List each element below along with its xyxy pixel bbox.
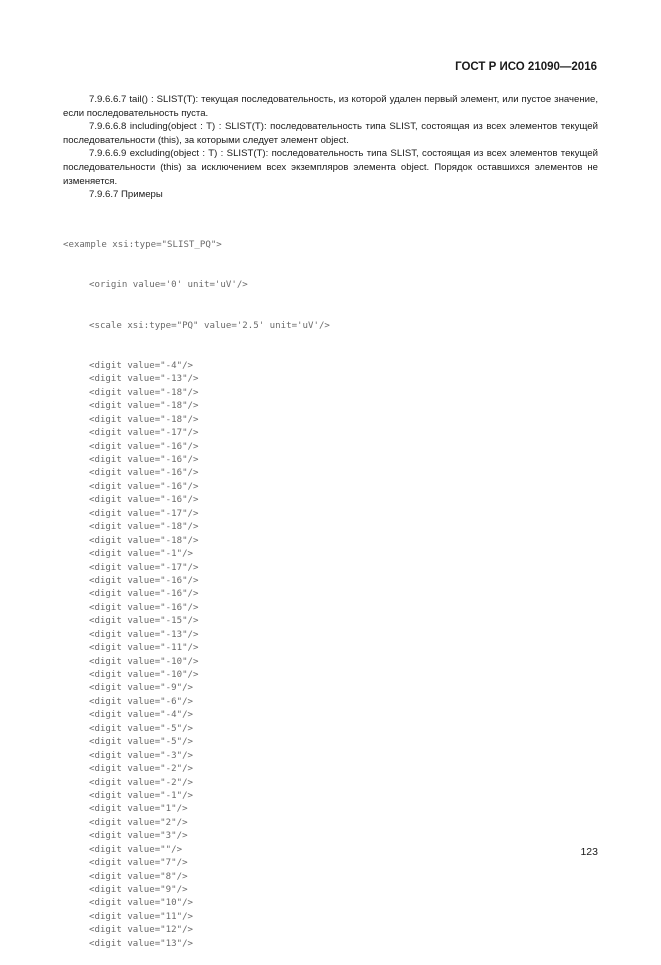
code-line-digit: <digit value=""/>	[89, 844, 183, 855]
code-line-digit: <digit value="-5"/>	[89, 737, 194, 748]
code-line-digit: <digit value="-10"/>	[89, 670, 199, 680]
code-line-digit: <digit value="-18"/>	[89, 535, 199, 546]
paragraph-tail	[63, 93, 598, 120]
code-line-digit: <digit value="-18"/>	[89, 522, 199, 533]
code-line-digit: <digit value="-16"/>	[89, 589, 199, 600]
code-line-digit: <digit value="-18"/>	[89, 401, 199, 412]
code-line-digit: <digit value="-18"/>	[89, 414, 199, 425]
code-line-digit: <digit value="1"/>	[89, 804, 188, 815]
document-header: ГОСТ Р ИСО 21090—2016	[455, 61, 597, 73]
code-line-digit: <digit value="-4"/>	[89, 710, 194, 721]
code-line-digit: <digit value="2"/>	[89, 817, 188, 828]
code-line-digit: <digit value="-3"/>	[89, 750, 194, 761]
code-line-digit: <digit value="-13"/>	[89, 629, 199, 640]
code-digit-lines	[63, 360, 330, 951]
code-line-digit: <digit value="-6"/>	[89, 696, 194, 707]
code-line-digit: <digit value="-5"/>	[89, 723, 194, 734]
code-line-digit: <digit value="-16"/>	[89, 575, 199, 586]
code-line-origin: <origin value='0' unit='uV'/>	[89, 280, 248, 291]
code-line-digit: <digit value="-1"/>	[89, 790, 194, 801]
paragraph-text: 7.9.6.6.9 excluding(object : T) : SLIST(T): последовательность типа SLIST, состоящая из всех элементов текущей последовательности (this) за исключением всех экземпляров элемента object. Порядок оставшихся элементов не изменяется.	[63, 148, 598, 187]
heading-text: 7.9.6.7 Примеры	[89, 189, 163, 201]
code-line-digit: <digit value="7"/>	[89, 858, 188, 869]
paragraph-text: 7.9.6.6.8 including(object : T) : SLIST(T): последовательность типа SLIST, состоящая из всех элементов текущей последовательности (this), за которыми следует элемент object.	[63, 121, 598, 146]
code-line-digit: <digit value="-9"/>	[89, 683, 194, 694]
code-line-digit: <digit value="11"/>	[89, 911, 194, 922]
code-line-digit: <digit value="-17"/>	[89, 508, 199, 519]
code-line-digit: <digit value="-11"/>	[89, 643, 199, 654]
code-line-digit: <digit value="10"/>	[89, 898, 194, 909]
paragraph-excluding	[63, 147, 598, 188]
code-line-digit: <digit value="-2"/>	[89, 764, 194, 775]
code-line-example-open: <example xsi:type="SLIST_PQ">	[63, 239, 222, 250]
paragraph-text: 7.9.6.6.7 tail() : SLIST(T): текущая последовательность, из которой удален первый элемент, или пустое значение, если последовательность пуста.	[63, 94, 598, 119]
code-line-digit: <digit value="-15"/>	[89, 616, 199, 627]
code-line-digit: <digit value="13"/>	[89, 938, 194, 949]
code-line-digit: <digit value="-16"/>	[89, 455, 199, 465]
code-line-digit: <digit value="-13"/>	[89, 374, 199, 385]
code-line-digit: <digit value="8"/>	[89, 871, 188, 882]
code-line-digit: <digit value="-1"/>	[89, 549, 194, 560]
code-line-digit: <digit value="-17"/>	[89, 428, 199, 439]
body-text	[63, 93, 598, 202]
code-line-digit: <digit value="-2"/>	[89, 777, 194, 788]
code-line-digit: <digit value="-10"/>	[89, 656, 199, 667]
code-line-scale: <scale xsi:type="PQ" value='2.5' unit='uV'/>	[89, 320, 330, 331]
code-line-digit: <digit value="-16"/>	[89, 481, 199, 492]
code-line-digit: <digit value="-16"/>	[89, 468, 199, 479]
code-line-digit: <digit value="9"/>	[89, 885, 188, 895]
code-line-digit: <digit value="-16"/>	[89, 441, 199, 452]
code-line-digit: <digit value="-17"/>	[89, 562, 199, 573]
section-heading-examples	[63, 188, 598, 202]
code-example	[63, 212, 330, 965]
code-line-digit: <digit value="-4"/>	[89, 360, 194, 371]
paragraph-including	[63, 120, 598, 147]
code-line-digit: <digit value="3"/>	[89, 831, 188, 842]
code-line-digit: <digit value="-16"/>	[89, 602, 199, 613]
code-line-digit: <digit value="-16"/>	[89, 495, 199, 506]
code-line-digit: <digit value="-18"/>	[89, 387, 199, 398]
code-line-digit: <digit value="12"/>	[89, 925, 194, 936]
page-number: 123	[580, 846, 598, 858]
